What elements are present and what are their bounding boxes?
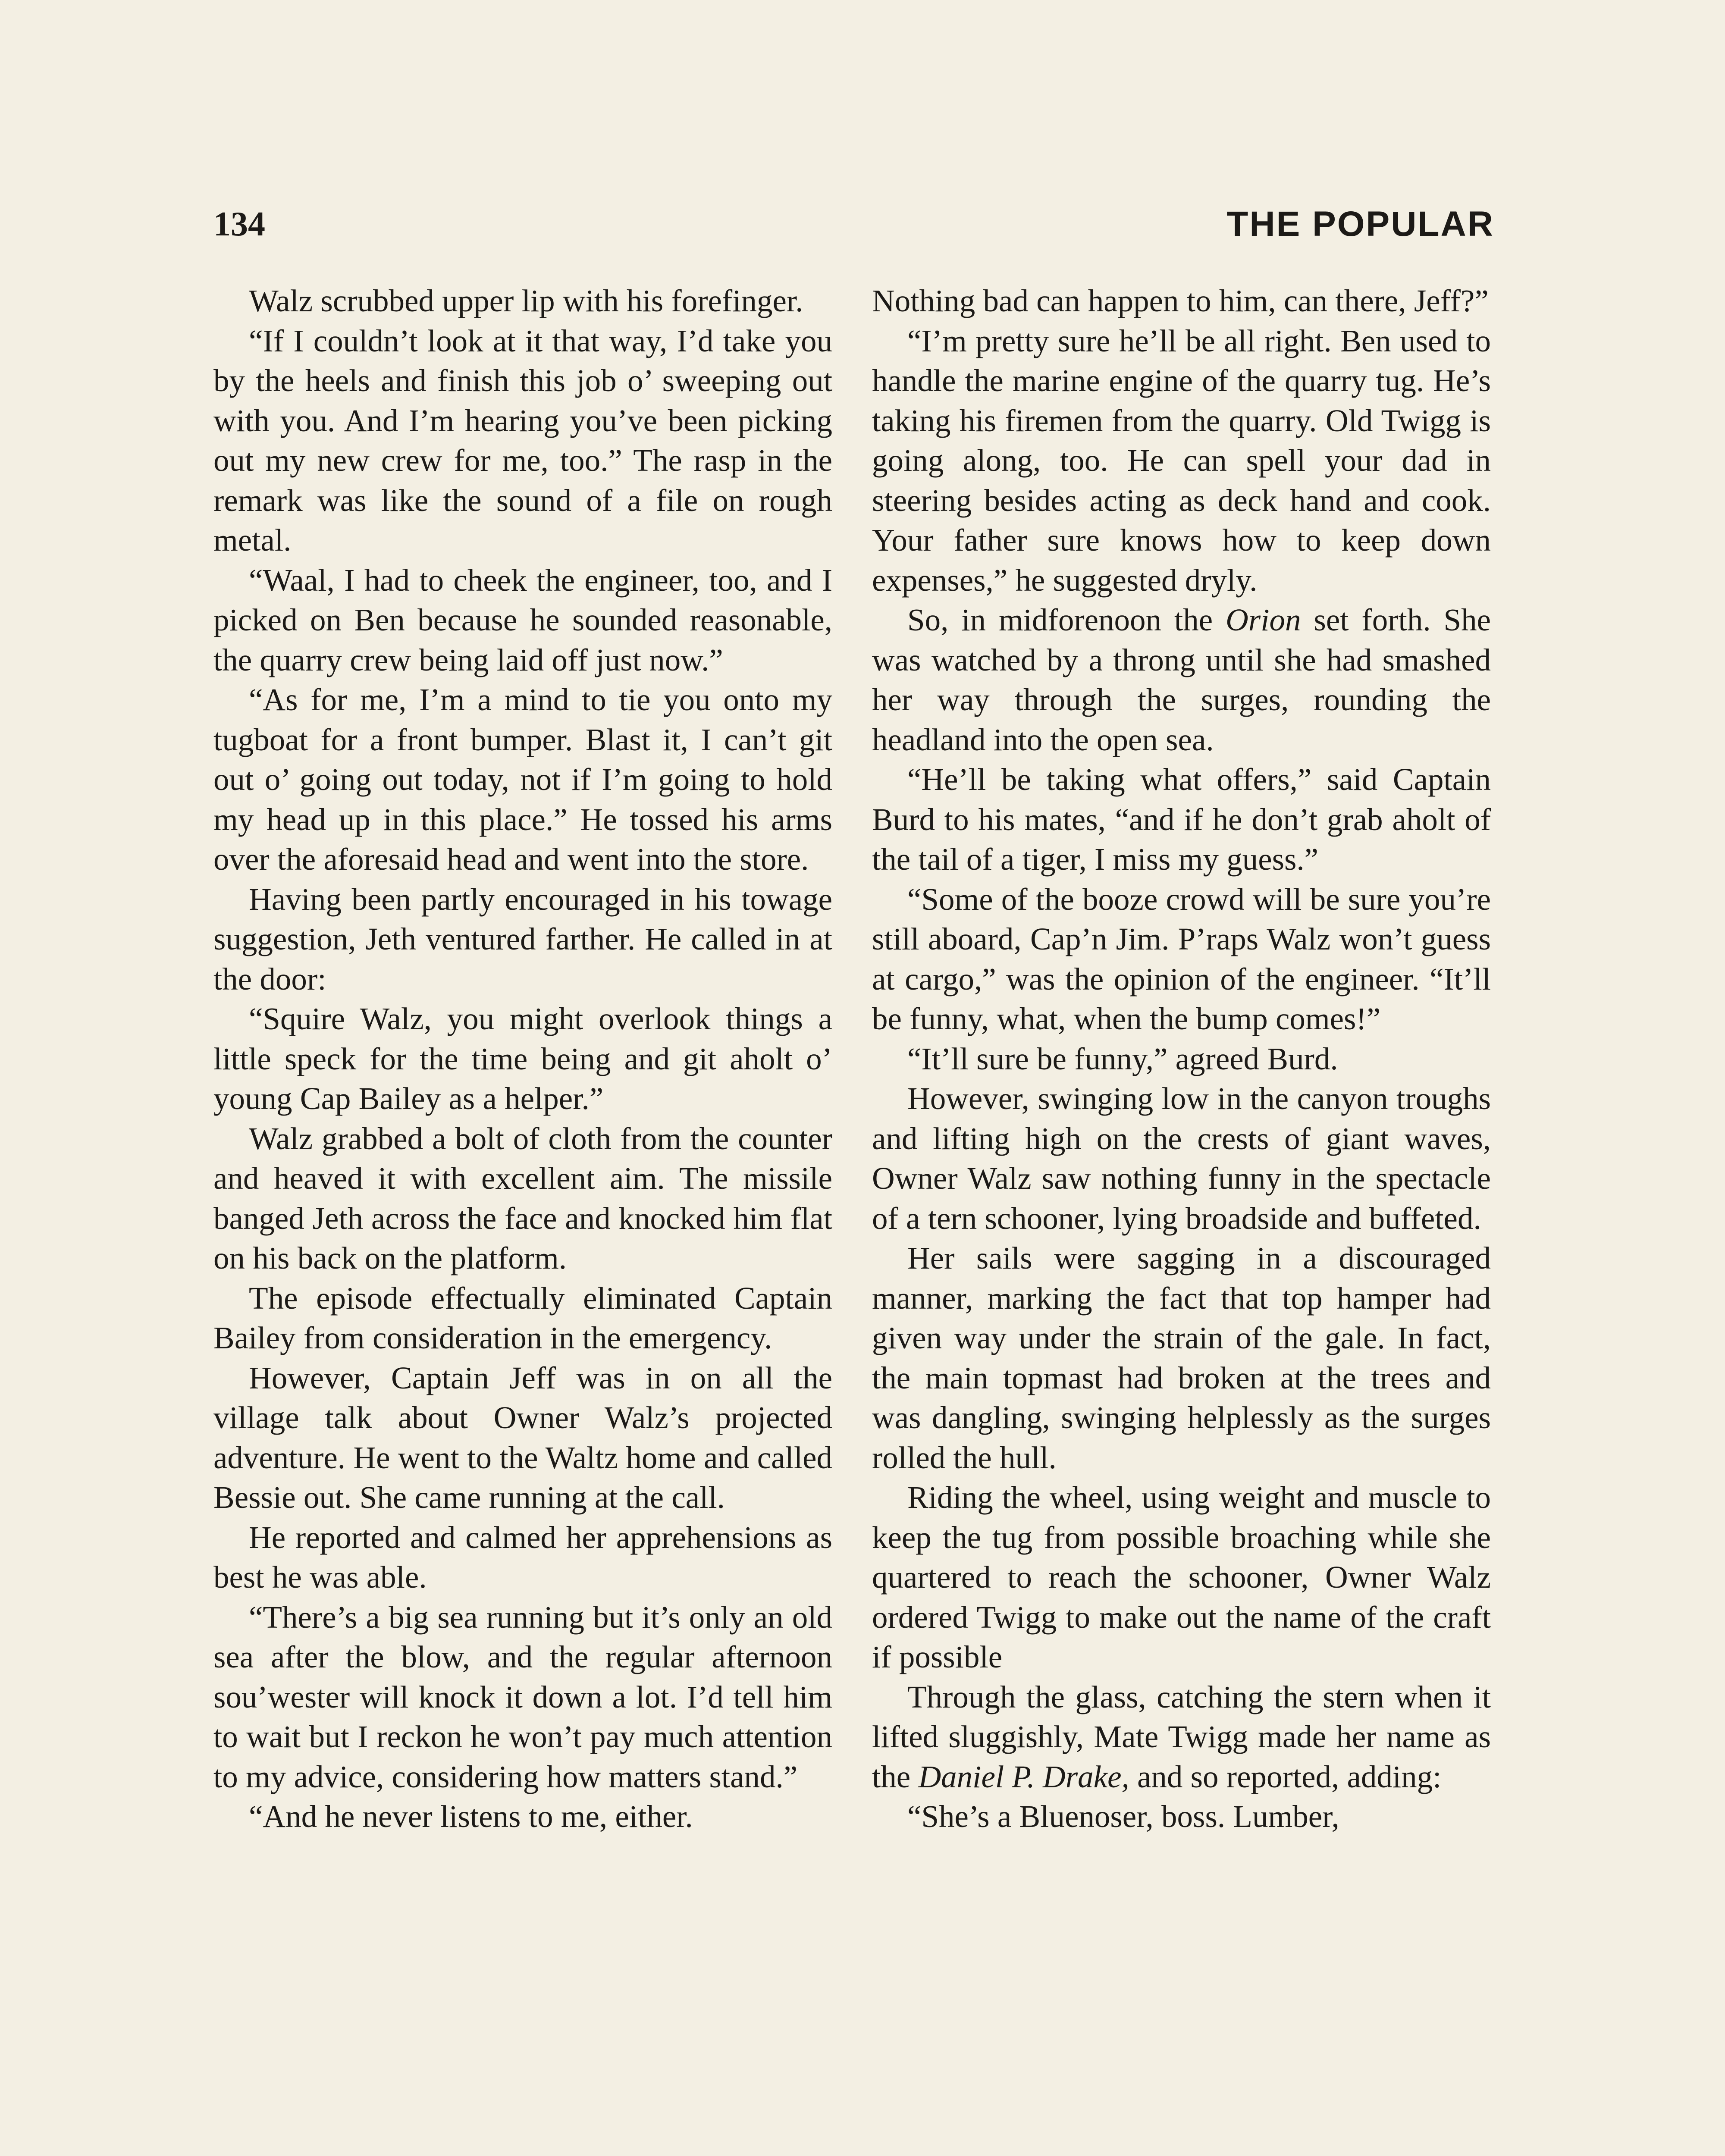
paragraph-continued: Nothing bad can happen to him, can there, Jeff?” [872,283,1489,318]
paragraph: Having been partly encouraged in his towage suggestion, Jeth ventured farther. He called in at the door: [213,881,832,997]
paragraph: “Some of the booze crowd will be sure you’re still aboard, Cap’n Jim. P’raps Walz won’t guess at cargo,” was the opinion of the engineer. “It’ll be funny, what, when the bump comes!” [872,881,1491,1036]
paragraph: He reported and calmed her apprehensions as best he was able. [213,1520,832,1595]
text-run: and so reported, adding: [1129,1759,1442,1794]
text-run: Through the glass, catching the stern when it lifted sluggishly, Mate Twigg made her name as the [872,1679,1491,1794]
text-run: So, in midforenoon the [907,602,1226,637]
paragraph: “It’ll sure be funny,” agreed Burd. [907,1041,1338,1076]
page-number: 134 [213,205,265,243]
ship-name: Orion [1226,602,1301,637]
paragraph: “She’s a Bluenoser, boss. Lumber, [907,1799,1339,1834]
magazine-title: THE POPULAR [1226,204,1494,244]
paragraph: However, Captain Jeff was in on all the village talk about Owner Walz’s projected adventure. He went to the Waltz home and called Bessie out. She came running at the call. [213,1360,832,1515]
paragraph: “As for me, I’m a mind to tie you onto my tugboat for a front bumper. Blast it, I can’t git out o’ going out today, not if I’m going to hold my head up in this place.” He tossed his arms over the aforesaid head and went into the store. [213,682,832,877]
paragraph: Riding the wheel, using weight and muscle to keep the tug from possible broaching while she quartered to reach the schooner, Owner Walz ordered Twigg to make out the name of the craft if possible [872,1480,1491,1674]
paragraph: Walz scrubbed upper lip with his forefinger. [249,283,803,318]
paragraph: The episode effectually eliminated Captain Bailey from consideration in the emergency. [213,1280,832,1355]
paragraph: “And he never listens to me, either. [249,1799,693,1834]
paragraph: “If I couldn’t look at it that way, I’d take you by the heels and finish this job o’ sweeping out with you. And I’m hearing you’ve been picking out my new crew for me, too.” The rasp in the remark was like the sound of a file on rough metal. [213,323,832,558]
paragraph: Her sails were sagging in a discouraged manner, marking the fact that top hamper had given way under the strain of the gale. In fact, the main topmast had broken at the trees and was dangling, swinging helplessly as the surges rolled the hull. [872,1241,1491,1475]
paragraph: Walz grabbed a bolt of cloth from the counter and heaved it with excellent aim. The missile banged Jeth across the face and knocked him flat on his back on the platform. [213,1121,832,1275]
left-text-column [213,281,832,2156]
paragraph [872,1677,1491,1797]
paragraph [872,600,1491,760]
text-run: set forth. She was watched by a throng until she had smashed her way through the surges, rounding the headland into the open sea. [872,602,1491,757]
right-text-column [872,281,1491,2156]
paragraph: “Waal, I had to cheek the engineer, too, and I picked on Ben because he sounded reasonable, the quarry crew being laid off just now.” [213,562,832,677]
ship-name: Daniel P. Drake, [918,1759,1129,1794]
paragraph: “He’ll be taking what offers,” said Captain Burd to his mates, “and if he don’t grab aholt of the tail of a tiger, I miss my guess.” [872,762,1491,877]
paragraph: “Squire Walz, you might overlook things a little speck for the time being and git aholt o’ young Cap Bailey as a helper.” [213,1001,832,1116]
paragraph: “There’s a big sea running but it’s only an old sea after the blow, and the regular afternoon sou’wester will knock it down a lot. I’d tell him to wait but I reckon he won’t pay much attention to my advice, considering how matters stand.” [213,1599,832,1794]
page-header [213,203,1494,254]
paragraph: However, swinging low in the canyon troughs and lifting high on the crests of giant waves, Owner Walz saw nothing funny in the spectacle of a tern schooner, lying broadside and buffeted. [872,1081,1491,1236]
paragraph: “I’m pretty sure he’ll be all right. Ben used to handle the marine engine of the quarry tug. He’s taking his firemen from the quarry. Old Twigg is going along, too. He can spell your dad in steering besides acting as deck hand and cook. Your father sure knows how to keep down expenses,” he suggested dryly. [872,323,1491,598]
